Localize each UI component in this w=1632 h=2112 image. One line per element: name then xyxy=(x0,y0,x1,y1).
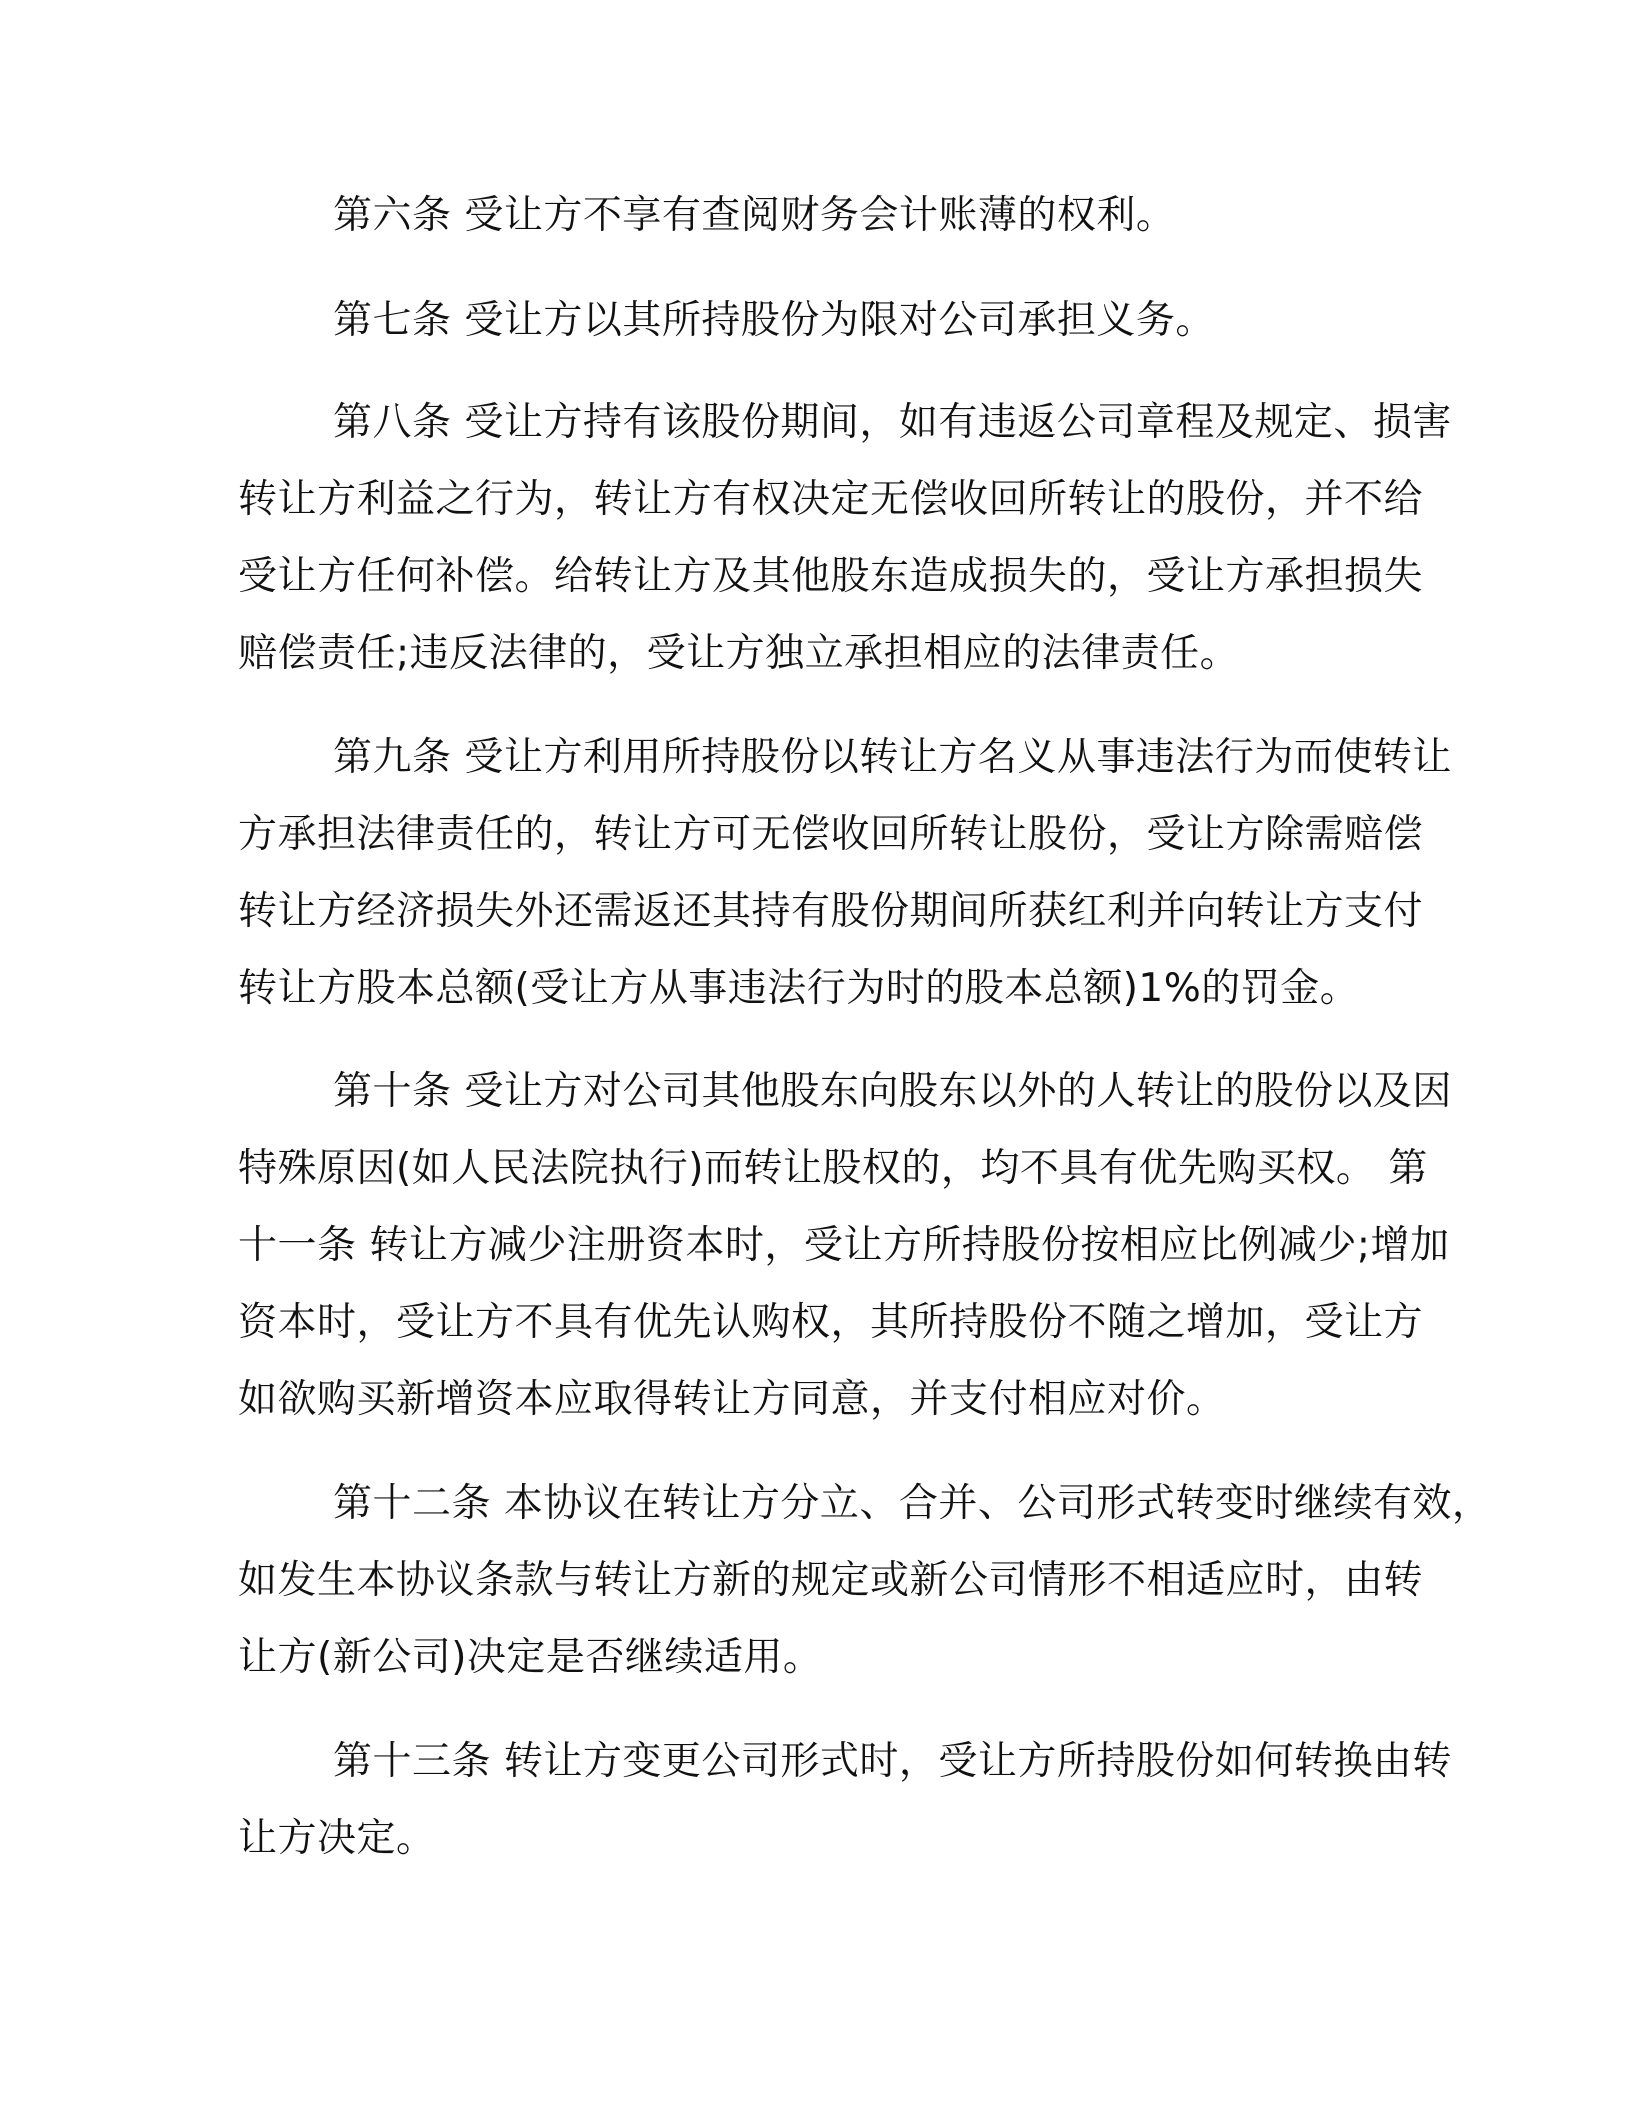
article-7-line-1: 第七条 受让方以其所持股份为限对公司承担义务。 xyxy=(333,298,1215,343)
article-9-line-4: 转让方股本总额(受让方从事违法行为时的股本总额)1%的罚金。 xyxy=(238,966,1360,1011)
article-11-line-1: 十一条 转让方减少注册资本时，受让方所持股份按相应比例减少;增加 xyxy=(238,1223,1450,1268)
article-11-line-3: 如欲购买新增资本应取得转让方同意，并支付相应对价。 xyxy=(238,1377,1226,1422)
article-8-line-4: 赔偿责任;违反法律的，受让方独立承担相应的法律责任。 xyxy=(238,631,1240,676)
article-8-line-3: 受让方任何补偿。给转让方及其他股东造成损失的，受让方承担损失 xyxy=(238,554,1424,599)
article-13-line-2: 让方决定。 xyxy=(238,1816,436,1861)
article-12-line-3: 让方(新公司)决定是否继续适用。 xyxy=(238,1635,823,1680)
article-12-line-1: 第十二条 本协议在转让方分立、合并、公司形式转变时继续有效， xyxy=(333,1481,1492,1526)
article-11-line-2: 资本时，受让方不具有优先认购权，其所持股份不随之增加，受让方 xyxy=(238,1300,1424,1345)
article-10-line-2: 特殊原因(如人民法院执行)而转让股权的，均不具有优先购买权。 第 xyxy=(238,1146,1428,1191)
article-9-line-3: 转让方经济损失外还需返还其持有股份期间所获红利并向转让方支付 xyxy=(238,889,1424,934)
article-9-line-1: 第九条 受让方利用所持股份以转让方名义从事违法行为而使转让 xyxy=(333,735,1452,780)
article-13-line-1: 第十三条 转让方变更公司形式时，受让方所持股份如何转换由转 xyxy=(333,1739,1452,1784)
article-8-line-1: 第八条 受让方持有该股份期间，如有违返公司章程及规定、损害 xyxy=(333,400,1452,445)
article-10-line-1: 第十条 受让方对公司其他股东向股东以外的人转让的股份以及因 xyxy=(333,1069,1452,1114)
article-6-line-1: 第六条 受让方不享有查阅财务会计账薄的权利。 xyxy=(333,193,1176,238)
article-9-line-2: 方承担法律责任的，转让方可无偿收回所转让股份，受让方除需赔偿 xyxy=(238,812,1424,857)
article-12-line-2: 如发生本协议条款与转让方新的规定或新公司情形不相适应时，由转 xyxy=(238,1558,1424,1603)
article-8-line-2: 转让方利益之行为，转让方有权决定无偿收回所转让的股份，并不给 xyxy=(238,477,1424,522)
